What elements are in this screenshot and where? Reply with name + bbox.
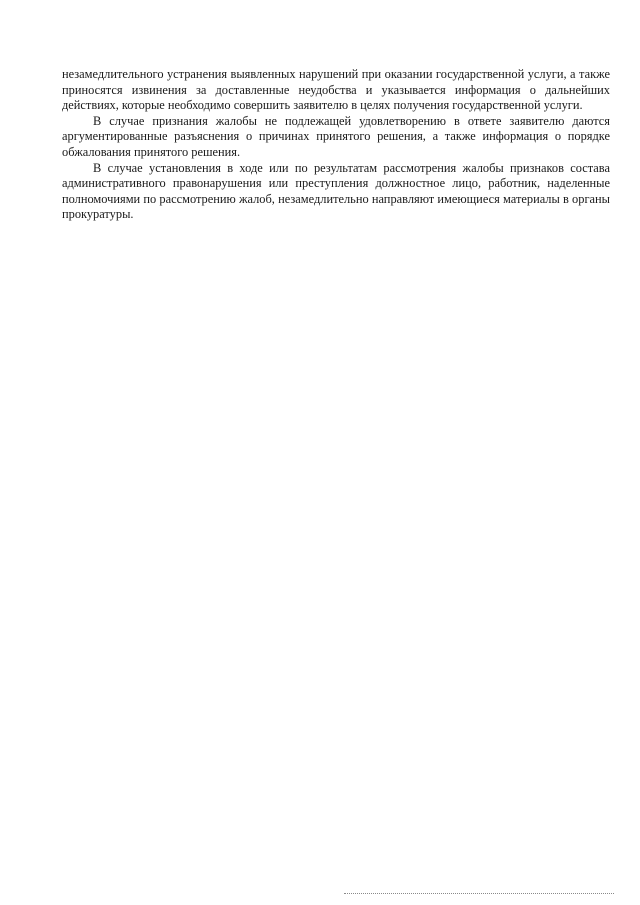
document-body <box>62 67 610 223</box>
paragraph-rejection: В случае признания жалобы не подлежащей удовлетворению в ответе заявителю даются аргументированные разъяснения о причинах принятого решения, а также информация о порядке обжалования принятого решения. <box>62 113 610 159</box>
footer-dotted-line <box>344 893 614 894</box>
paragraph-prosecution: В случае установления в ходе или по результатам рассмотрения жалобы признаков состава административного правонарушения или преступления должностное лицо, работник, наделенные полномочиями по рассмотрению жалоб, незамедлительно направляют имеющиеся материалы в органы прокуратуры. <box>62 160 610 222</box>
paragraph-continuation: незамедлительного устранения выявленных нарушений при оказании государственной услуги, а также приносятся извинения за доставленные неудобства и указывается информация о дальнейших действиях, которые необходимо совершить заявителю в целях получения государственной услуги. <box>62 67 610 113</box>
